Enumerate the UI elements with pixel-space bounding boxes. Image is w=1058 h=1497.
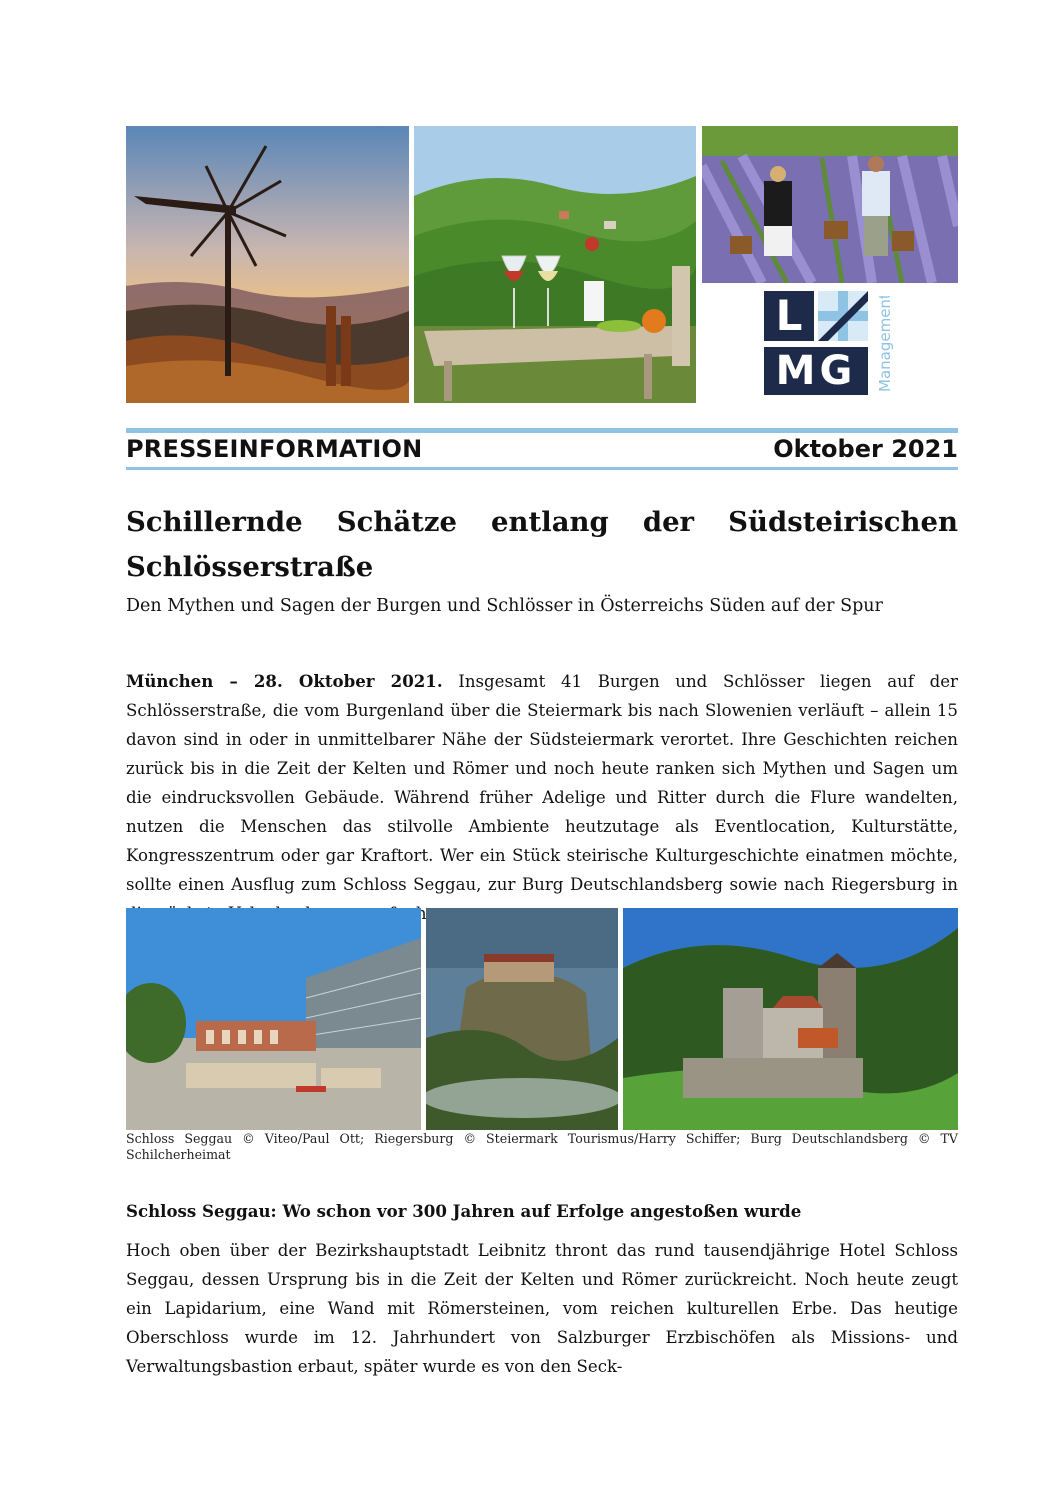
photo-lavender-field <box>702 126 958 283</box>
header-rule-top <box>126 428 958 433</box>
intro-paragraph <box>126 667 958 928</box>
section-heading: Schloss Seggau: Wo schon vor 300 Jahren auf Erfolge angestoßen wurde <box>126 1201 802 1221</box>
photo-klapotetz-sunset <box>126 126 409 403</box>
press-date: Oktober 2021 <box>773 435 958 463</box>
dateline: München – 28. Oktober 2021. <box>126 671 443 691</box>
logo-cross-mark <box>818 291 868 341</box>
article-subtitle: Den Mythen und Sagen der Burgen und Schlösser in Österreichs Süden auf der Spur <box>126 596 883 616</box>
photo-caption: Schloss Seggau © Viteo/Paul Ott; Riegersburg © Steiermark Tourismus/Harry Schiffer; Burg Deutschlandsberg © TV Schilcherheimat <box>126 1131 958 1162</box>
intro-text: Insgesamt 41 Burgen und Schlösser liegen auf der Schlösserstraße, die vom Burgenland über die Steiermark bis nach Slowenien verläuft – allein 15 davon sind in oder in unmittelbarer Nähe der Südsteiermark verortet. Ihre Geschichten reichen zurück bis in die Zeit der Kelten und Römer und noch heute ranken sich Mythen und Sagen um die eindrucksvollen Gebäude. Während früher Adelige und Ritter durch die Flure wandelten, nutzen die Menschen das stilvolle Ambiente heutzutage als Eventlocation, Kulturstätte, Kongresszentrum oder gar Kraftort. Wer ein Stück steirische Kulturgeschichte einatmen möchte, sollte einen Ausflug zum Schloss Seggau, zur Burg Deutschlandsberg sowie nach Riegersburg in <box>126 672 958 894</box>
section-paragraph: Hoch oben über der Bezirkshauptstadt Leibnitz thront das rund tausendjährige Hotel Schloss Seggau, dessen Ursprung bis in die Zeit der Kelten und Römer zurückreicht. Noch heute zeugt ein Lapidarium, eine Wand mit Römersteinen, vom reichen kulturellen Erbe. Das heutige Oberschloss wurde im 12. Jahrhundert von Salzburger Erzbischöfen als Missions- und Verwaltungsbastion erbaut, später wurde es von den Seck- <box>126 1241 958 1376</box>
logo-sub-text: Management <box>876 296 894 392</box>
article-title: Schillernde Schätze entlang der Südsteirischen Schlösserstraße <box>126 506 958 583</box>
photo-schloss-seggau <box>126 908 421 1130</box>
logo-management-text <box>872 296 898 394</box>
photo-riegersburg <box>426 908 618 1130</box>
photo-vineyard-wine-table <box>414 126 696 403</box>
logo-box-l: L <box>764 291 814 341</box>
logo-box-mg: MG <box>764 347 868 395</box>
press-label: PRESSEINFORMATION <box>126 435 423 463</box>
header-rule-bottom <box>126 467 958 470</box>
photo-burg-deutschlandsberg <box>623 908 958 1130</box>
